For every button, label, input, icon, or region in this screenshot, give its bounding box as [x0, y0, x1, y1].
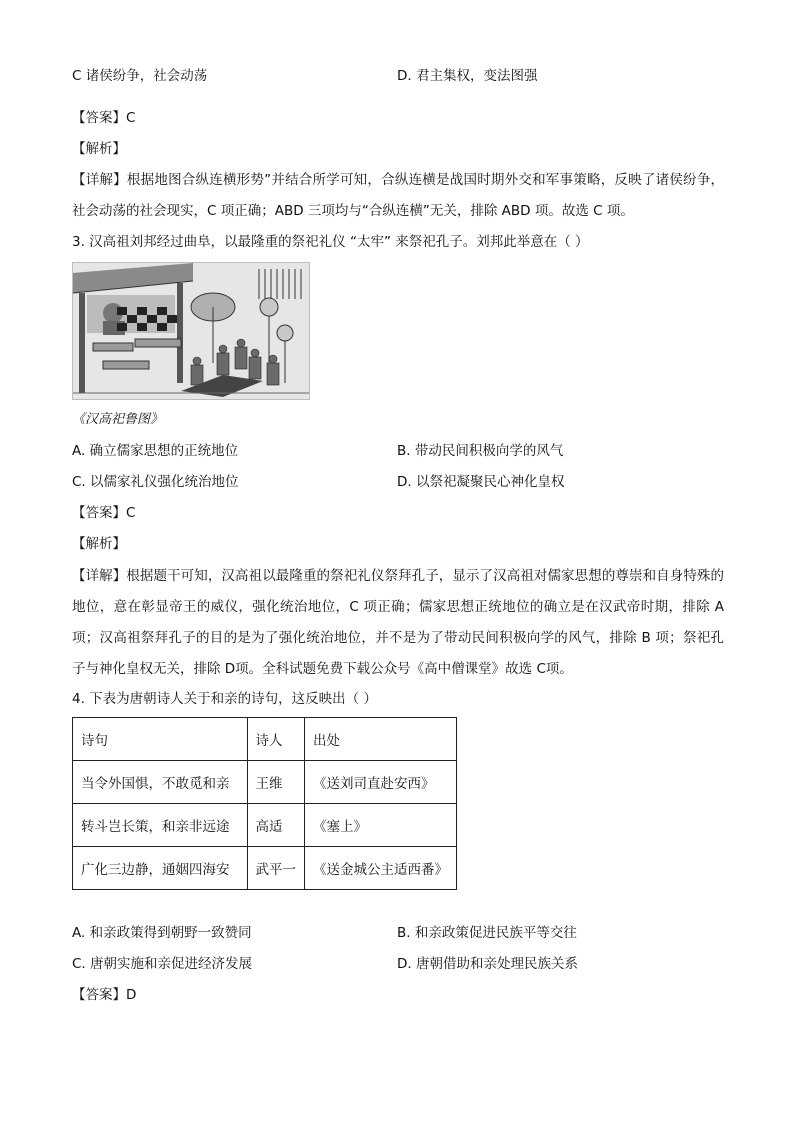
q2-detail: 【详解】根据地图合纵连横形势”并结合所学可知，合纵连横是战国时期外交和军事策略，反映了诸侯纷争，社会动荡的社会现实，C 项正确；ABD 三项均与“合纵连横”无关，排除 ABD 项。故选 C 项。 — [72, 172, 724, 219]
table-row — [73, 761, 457, 804]
table-cell: 转斗岂长策，和亲非远途 — [73, 804, 248, 847]
q3-detail: 【详解】根据题干可知，汉高祖以最隆重的祭祀礼仪祭拜孔子，显示了汉高祖对儒家思想的尊崇和自身特殊的地位，意在彰显帝王的威仪，强化统治地位，C 项正确；儒家思想正统地位的确立是在汉武帝时期，排除 A项；汉高祖祭拜孔子的目的是为了强化统治地位，并不是为了带动民间积极向学的风气，排除 B 项；祭祀孔子与神化皇权无关，排除 D项。全科试题免费下载公众号《高中僧课堂》故选 C项。 — [72, 568, 724, 677]
woodblock-print-image — [73, 263, 309, 399]
table-cell: 高适 — [247, 804, 305, 847]
q3-option-a: A. 确立儒家思想的正统地位 — [72, 443, 239, 459]
poem-table — [72, 717, 457, 890]
q3-analysis-label: 【解析】 — [72, 536, 126, 552]
q4-option-c: C. 唐朝实施和亲促进经济发展 — [72, 956, 253, 972]
q2-answer: 【答案】C — [72, 110, 136, 126]
table-cell: 王维 — [247, 761, 305, 804]
table-cell: 《送金城公主适西番》 — [305, 847, 457, 890]
q2-analysis-label: 【解析】 — [72, 141, 126, 157]
table-cell: 《塞上》 — [305, 804, 457, 847]
q4-option-d: D. 唐朝借助和亲处理民族关系 — [397, 956, 578, 972]
table-header-cell: 诗句 — [73, 718, 248, 761]
table-row — [73, 847, 457, 890]
q2-option-c: C 诸侯纷争，社会动荡 — [72, 68, 208, 84]
q3-answer: 【答案】C — [72, 505, 136, 521]
table-header-cell: 诗人 — [247, 718, 305, 761]
table-cell: 《送刘司直赴安西》 — [305, 761, 457, 804]
table-cell: 武平一 — [247, 847, 305, 890]
q3-option-b: B. 带动民间积极向学的风气 — [397, 443, 564, 459]
q2-option-d: D. 君主集权，变法图强 — [397, 68, 538, 84]
q3-figure-caption: 《汉高祀鲁图》 — [72, 412, 164, 427]
table-cell: 广化三边静，通姻四海安 — [73, 847, 248, 890]
q4-stem: 4. 下表为唐朝诗人关于和亲的诗句，这反映出（ ） — [72, 691, 377, 707]
q4-option-a: A. 和亲政策得到朝野一致赞同 — [72, 925, 252, 941]
table-cell: 当令外国惧，不敢觅和亲 — [73, 761, 248, 804]
table-header-cell: 出处 — [305, 718, 457, 761]
q3-option-d: D. 以祭祀凝聚民心神化皇权 — [397, 474, 565, 490]
q3-option-c: C. 以儒家礼仪强化统治地位 — [72, 474, 239, 490]
table-row — [73, 804, 457, 847]
q4-option-b: B. 和亲政策促进民族平等交往 — [397, 925, 577, 941]
q3-stem: 3. 汉高祖刘邦经过曲阜，以最隆重的祭祀礼仪 “太牢” 来祭祀孔子。刘邦此举意在（ ） — [72, 234, 589, 250]
q4-answer: 【答案】D — [72, 987, 137, 1003]
table-header-row — [73, 718, 457, 761]
q3-illustration — [72, 262, 310, 400]
